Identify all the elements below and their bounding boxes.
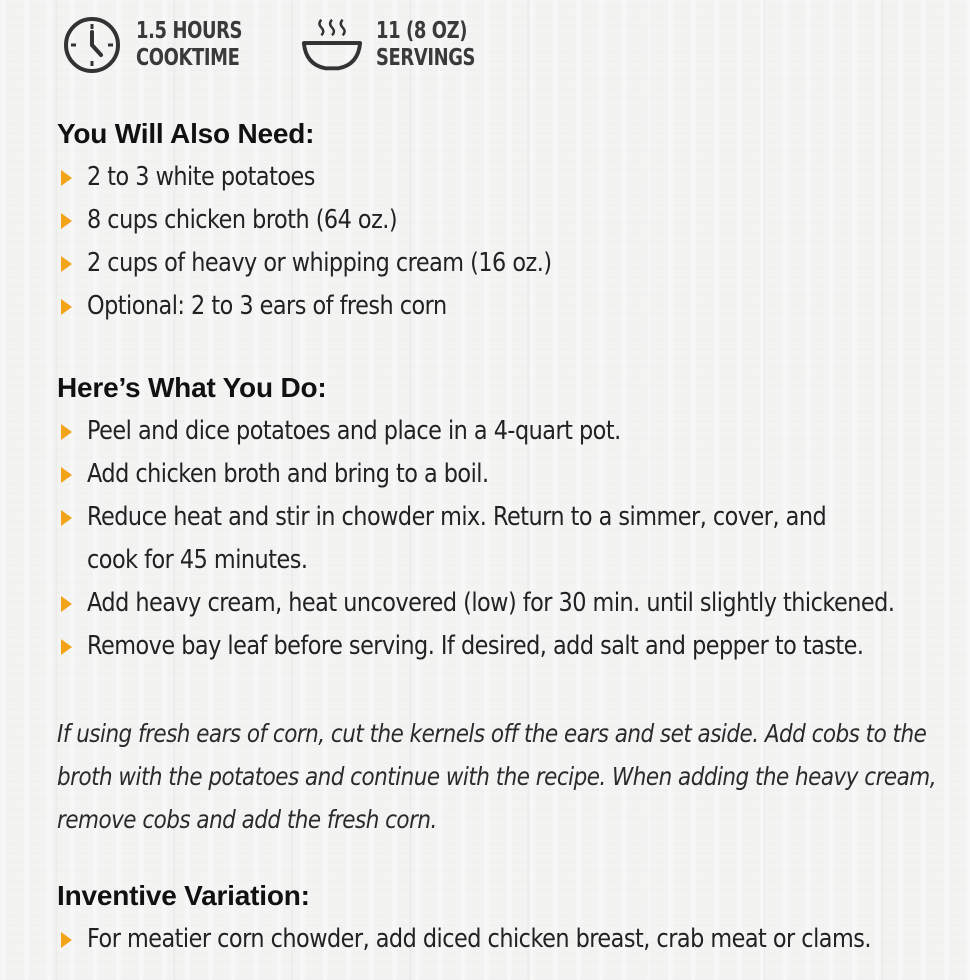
list-item: 2 cups of heavy or whipping cream (16 oz.) [57, 242, 937, 285]
list-item: For meatier corn chowder, add diced chicken breast, crab meat or clams. [57, 918, 937, 961]
variation-section [57, 880, 937, 961]
soup-bowl-icon [300, 15, 364, 75]
bullet-arrow-icon [61, 596, 72, 612]
bullet-arrow-icon [61, 299, 72, 315]
clock-icon [60, 15, 124, 75]
bullet-arrow-icon [61, 213, 72, 229]
bullet-arrow-icon [61, 639, 72, 655]
what-you-do-heading: Here’s What You Do: [57, 372, 327, 403]
variation-heading: Inventive Variation: [57, 880, 310, 911]
list-item: Reduce heat and stir in chowder mix. Return to a simmer, cover, and cook for 45 minutes. [57, 496, 937, 582]
list-item: Remove bay leaf before serving. If desired, add salt and pepper to taste. [57, 625, 937, 668]
what-you-do-list [57, 410, 937, 668]
list-item: 8 cups chicken broth (64 oz.) [57, 199, 937, 242]
cooktime-info [60, 15, 272, 75]
bullet-arrow-icon [61, 932, 72, 948]
bullet-arrow-icon [61, 467, 72, 483]
servings-info [300, 15, 503, 75]
list-item: Add heavy cream, heat uncovered (low) for 30 min. until slightly thickened. [57, 582, 937, 625]
cooktime-value: 1.5 HOURS [136, 18, 243, 44]
bullet-arrow-icon [61, 256, 72, 272]
bullet-arrow-icon [61, 170, 72, 186]
bullet-arrow-icon [61, 510, 72, 526]
variation-list [57, 918, 937, 961]
list-item: Optional: 2 to 3 ears of fresh corn [57, 285, 937, 328]
servings-value: 11 (8 OZ) [376, 18, 468, 44]
what-you-do-section [57, 372, 937, 668]
list-item: Peel and dice potatoes and place in a 4-quart pot. [57, 410, 937, 453]
also-need-list [57, 156, 937, 328]
also-need-heading: You Will Also Need: [57, 118, 315, 149]
fresh-corn-note: If using fresh ears of corn, cut the kernels off the ears and set aside. Add cobs to the broth with the potatoes and continue with the recipe. When adding the heavy cream, remove cobs and add the fresh corn. [57, 719, 937, 834]
bullet-arrow-icon [61, 424, 72, 440]
also-need-section [57, 118, 937, 328]
cooktime-label: COOKTIME [136, 45, 240, 71]
servings-label: SERVINGS [376, 45, 476, 71]
list-item: Add chicken broth and bring to a boil. [57, 453, 937, 496]
recipe-meta [60, 14, 531, 76]
list-item: 2 to 3 white potatoes [57, 156, 937, 199]
